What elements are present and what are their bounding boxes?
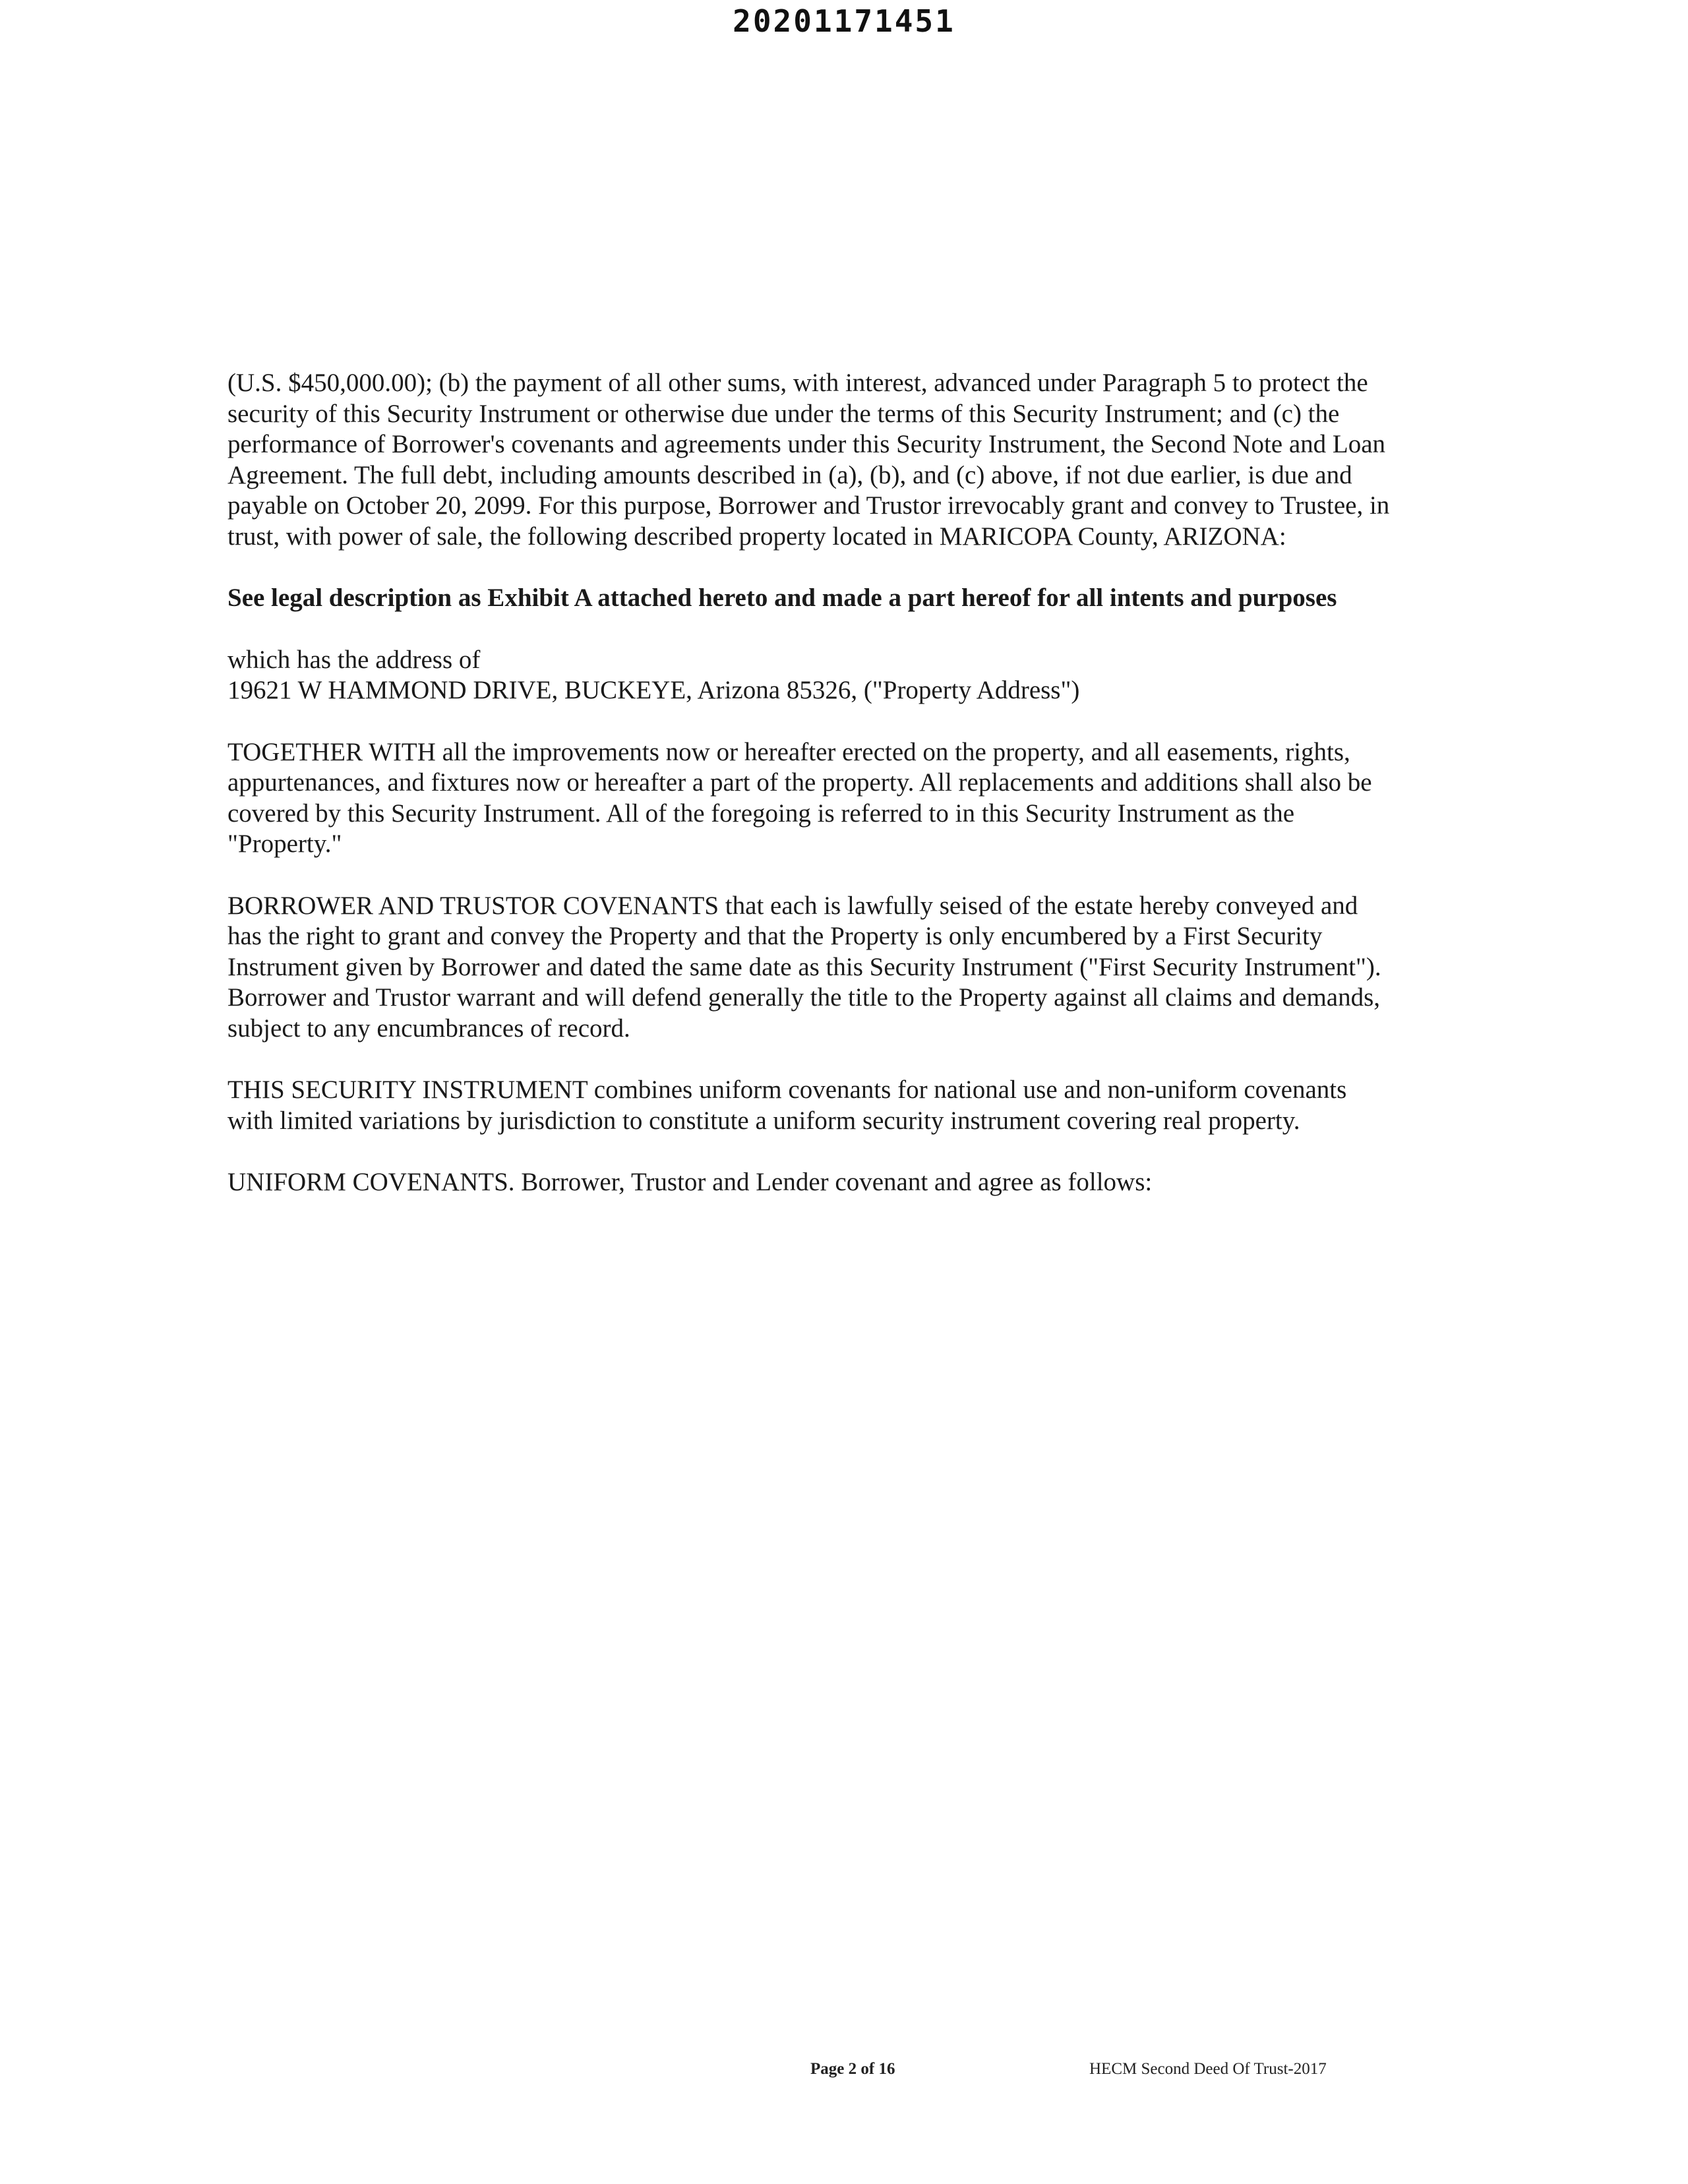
paragraph-uniform-covenants: UNIFORM COVENANTS. Borrower, Trustor and Lender covenant and agree as follows: (227, 1168, 1153, 1196)
paragraph-legal-description: See legal description as Exhibit A attached hereto and made a part hereof for all intents and purposes (227, 584, 1337, 612)
paragraph-secured-debt: (U.S. $450,000.00); (b) the payment of all other sums, with interest, advanced under Paragraph 5 to protect the security of this Security Instrument or otherwise due under the terms of this Security Instrument; and (c) the performance of Borrower's covenants and agreements under this Security Instrument, the Second Note and Loan Agreement. The full debt, including amounts described in (a), (b), and (c) above, if not due earlier, is due and payable on October 20, 2099. For this purpose, Borrower and Trustor irrevocably grant and convey to Trustee, in trust, with power of sale, the following described property located in MARICOPA County, ARIZONA: (227, 369, 1390, 551)
paragraph-together-with: TOGETHER WITH all the improvements now or hereafter erected on the property, and all easements, rights, appurtenances, and fixtures now or hereafter a part of the property. All replacements and additions shall also be covered by this Security Instrument. All of the foregoing is referred to in this Security Instrument as the "Property." (227, 737, 1372, 858)
paragraph-property-address (227, 645, 1395, 706)
page-number: Page 2 of 16 (810, 2060, 895, 2078)
form-name: HECM Second Deed Of Trust-2017 (1089, 2060, 1327, 2078)
paragraph-security-instrument: THIS SECURITY INSTRUMENT combines uniform covenants for national use and non-uniform covenants with limited variations by jurisdiction to constitute a uniform security instrument covering real property. (227, 1076, 1347, 1135)
paragraph-borrower-covenants: BORROWER AND TRUSTOR COVENANTS that each is lawfully seised of the estate hereby conveyed and has the right to grant and convey the Property and that the Property is only encumbered by a First Security Instrument given by Borrower and dated the same date as this Security Instrument ("First Security Instrument"). Borrower and Trustor warrant and will defend generally the title to the Property against all claims and demands, subject to any encumbrances of record. (227, 891, 1381, 1043)
property-address: 19621 W HAMMOND DRIVE, BUCKEYE, Arizona 85326, ("Property Address") (227, 676, 1080, 704)
recording-number: 20201171451 (733, 3, 955, 39)
document-body (227, 368, 1395, 1229)
address-intro: which has the address of (227, 645, 481, 674)
